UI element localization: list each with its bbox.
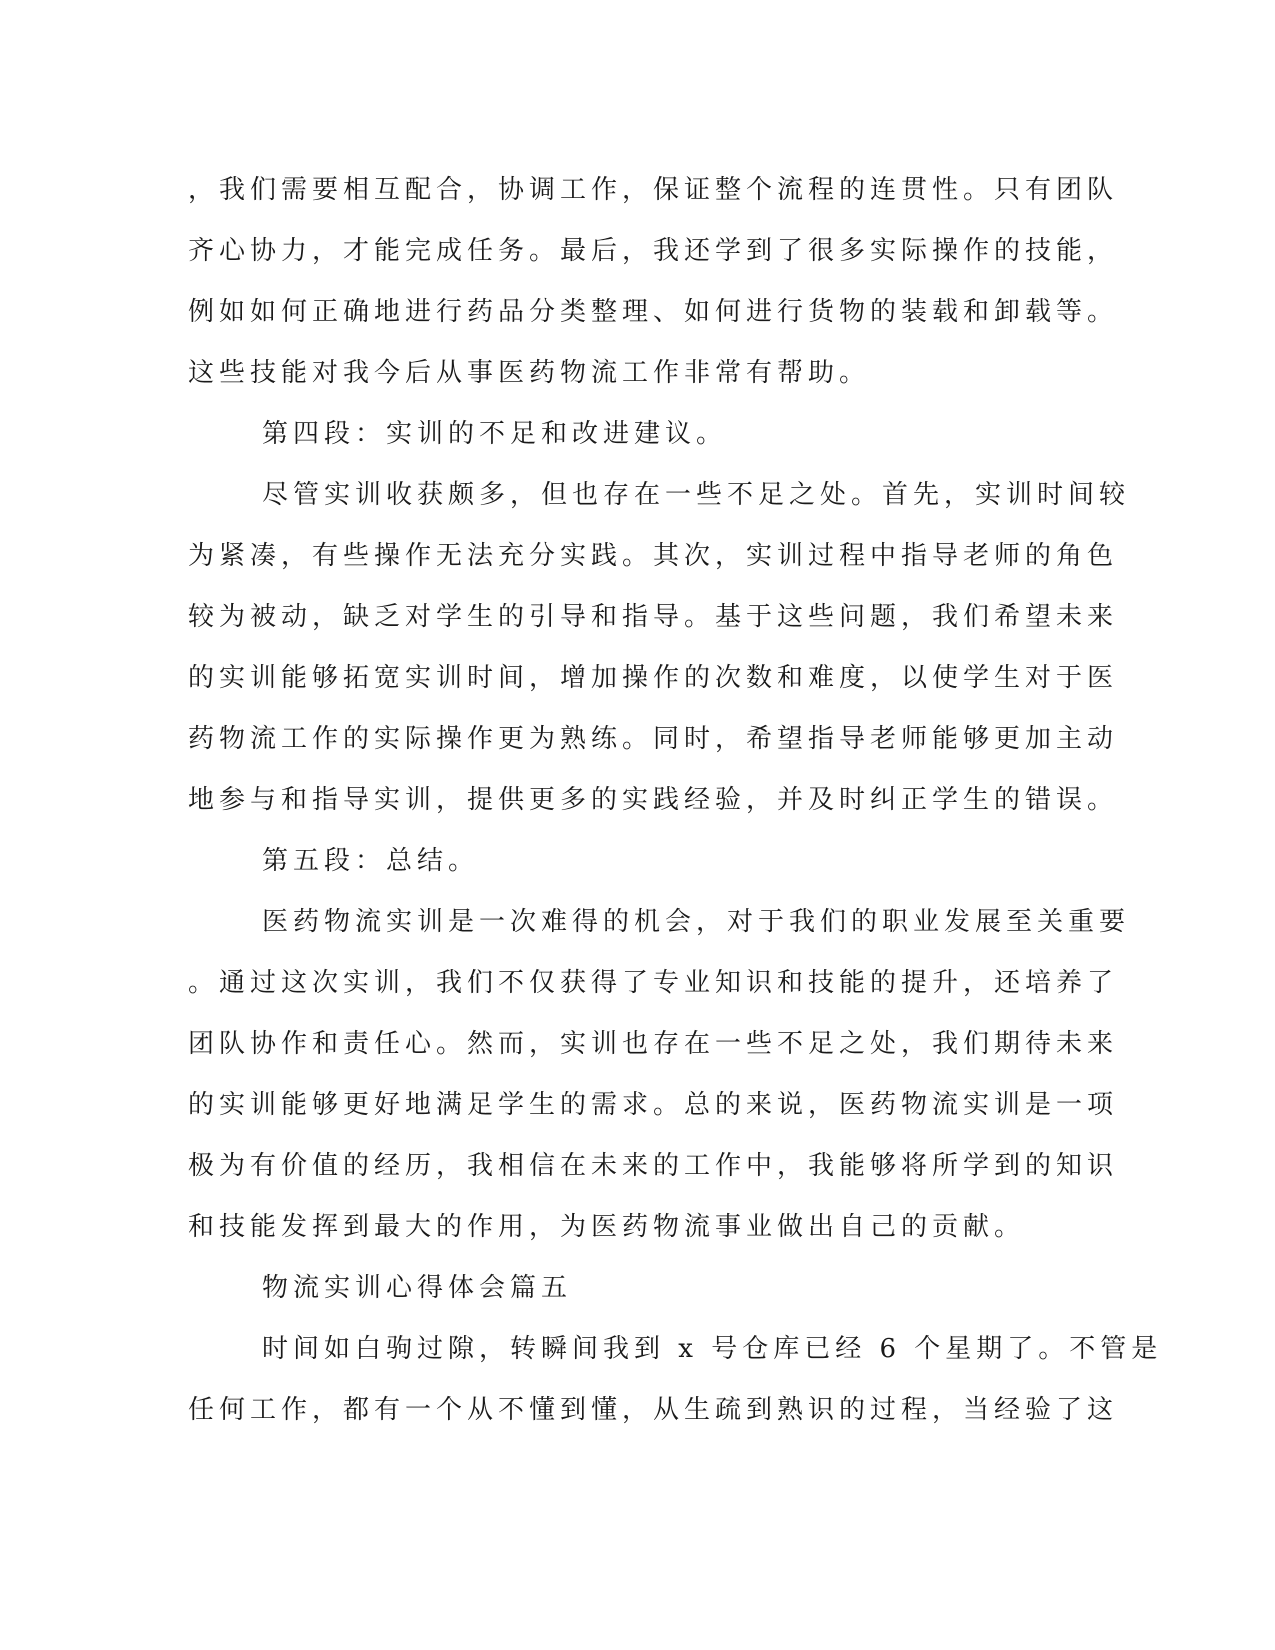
text-line: 极为有价值的经历，我相信在未来的工作中，我能够将所学到的知识 [188,1151,1119,1181]
section-heading: 第四段：实训的不足和改进建议。 [262,419,728,449]
text-line: 这些技能对我今后从事医药物流工作非常有帮助。 [188,358,871,388]
text-line: 任何工作，都有一个从不懂到懂，从生疏到熟识的过程，当经验了这 [188,1395,1119,1425]
text-line: ，我们需要相互配合，协调工作，保证整个流程的连贯性。只有团队 [188,175,1119,205]
text-line: 为紧凑，有些操作无法充分实践。其次，实训过程中指导老师的角色 [188,541,1119,571]
article-title: 物流实训心得体会篇五 [262,1273,573,1303]
text-line: 药物流工作的实际操作更为熟练。同时，希望指导老师能够更加主动 [188,724,1119,754]
text-line: 例如如何正确地进行药品分类整理、如何进行货物的装载和卸载等。 [188,297,1119,327]
text-line: 团队协作和责任心。然而，实训也存在一些不足之处，我们期待未来 [188,1029,1119,1059]
text-line: 的实训能够更好地满足学生的需求。总的来说，医药物流实训是一项 [188,1090,1119,1120]
section-heading: 第五段：总结。 [262,846,480,876]
text-line: 医药物流实训是一次难得的机会，对于我们的职业发展至关重要 [262,907,1131,937]
text-line: 时间如白驹过隙，转瞬间我到 x 号仓库已经 6 个星期了。不管是 [262,1334,1163,1364]
text-line: 尽管实训收获颇多，但也存在一些不足之处。首先，实训时间较 [262,480,1131,510]
text-line: 地参与和指导实训，提供更多的实践经验，并及时纠正学生的错误。 [188,785,1119,815]
text-line: 的实训能够拓宽实训时间，增加操作的次数和难度，以使学生对于医 [188,663,1119,693]
text-line: 较为被动，缺乏对学生的引导和指导。基于这些问题，我们希望未来 [188,602,1119,632]
text-line: 。通过这次实训，我们不仅获得了专业知识和技能的提升，还培养了 [188,968,1119,998]
text-line: 齐心协力，才能完成任务。最后，我还学到了很多实际操作的技能， [188,236,1119,266]
text-line: 和技能发挥到最大的作用，为医药物流事业做出自己的贡献。 [188,1212,1026,1242]
document-body [188,160,1163,1441]
